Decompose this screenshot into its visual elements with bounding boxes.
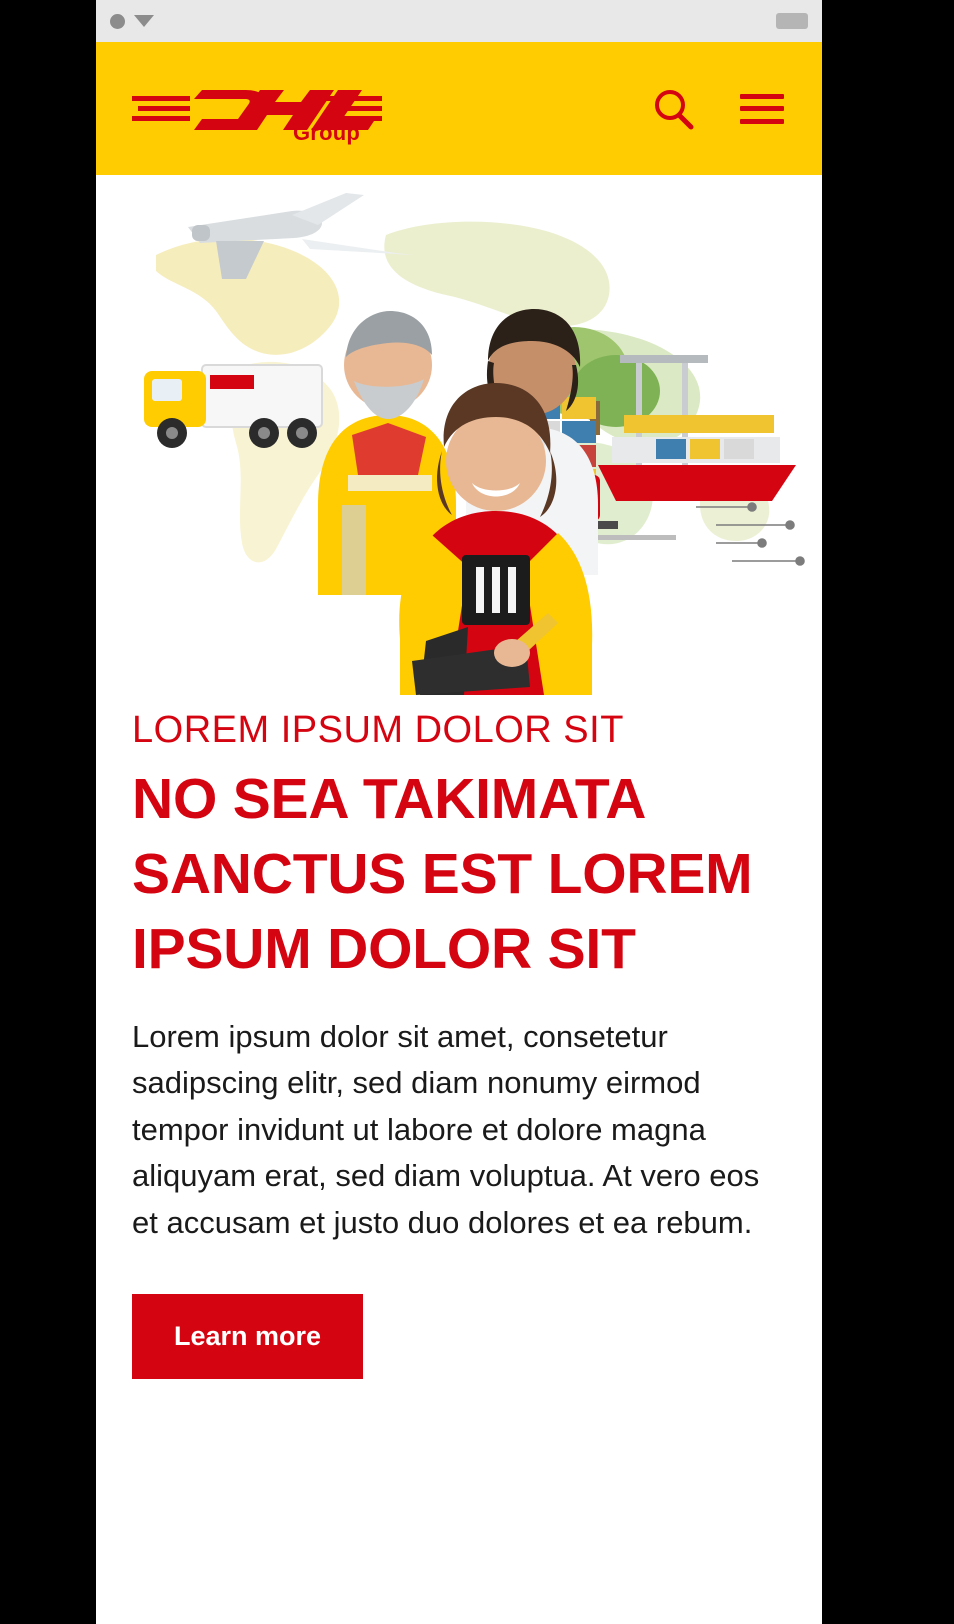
site-header [96,42,822,175]
chrome-left-controls [110,14,154,29]
battery-icon [776,13,808,29]
page-title: NO SEA TAKIMATA SANCTUS EST LOREM IPSUM DOLOR SIT [132,767,753,982]
logo-sublabel: Group [293,119,360,145]
hero-illustration [96,175,822,695]
hero-content [96,709,822,1379]
search-icon[interactable] [650,86,696,132]
body-paragraph: Lorem ipsum dolor sit amet, consetetur sadipscing elitr, sed diam nonumy eirmod tempor invidunt ut labore et dolore magna aliquyam erat, sed diam voluptua. At vero eos et accusam et justo duo dolores et ea rebum. [132,1018,760,1240]
browser-chrome [96,0,822,42]
learn-more-button[interactable]: Learn more [132,1294,363,1379]
hamburger-menu-icon[interactable] [740,94,784,124]
window-dot-icon[interactable] [110,14,125,29]
dhl-logo[interactable] [132,74,382,144]
browser-window [96,0,822,1624]
header-actions [650,86,784,132]
caret-down-icon[interactable] [134,15,154,27]
eyebrow-text: LOREM IPSUM DOLOR SIT [132,709,624,751]
